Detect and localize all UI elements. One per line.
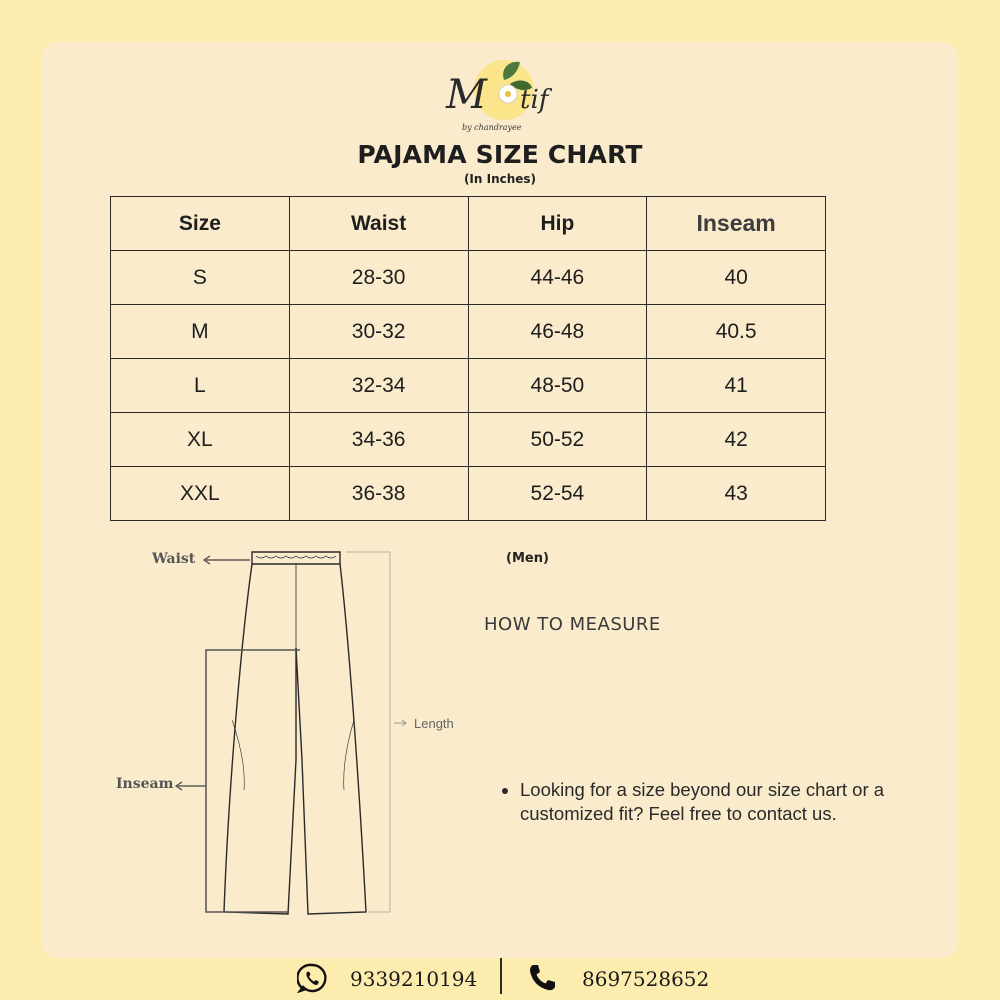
page-subtitle: (In Inches) xyxy=(463,172,537,186)
table-row xyxy=(111,305,826,359)
cell-size: S xyxy=(111,251,290,305)
cell-waist: 36-38 xyxy=(289,467,468,521)
whatsapp-icon xyxy=(297,963,327,993)
length-label: Length xyxy=(414,716,454,731)
cell-size: M xyxy=(111,305,290,359)
cell-hip: 44-46 xyxy=(468,251,647,305)
cell-waist: 32-34 xyxy=(289,359,468,413)
gender-label: (Men) xyxy=(506,551,549,566)
whatsapp-number[interactable]: 9339210194 xyxy=(350,967,478,991)
logo-tagline: by chandrayee xyxy=(462,123,522,132)
brand-logo xyxy=(440,50,560,140)
table-row xyxy=(111,251,826,305)
cell-inseam: 43 xyxy=(647,467,826,521)
length-arrow xyxy=(394,720,406,726)
cell-inseam: 40.5 xyxy=(647,305,826,359)
col-header-waist: Waist xyxy=(289,197,468,251)
waist-arrow xyxy=(204,556,250,564)
svg-text:tif: tif xyxy=(520,85,549,115)
cell-inseam: 42 xyxy=(647,413,826,467)
cell-waist: 34-36 xyxy=(289,413,468,467)
pajama-drawing xyxy=(224,552,366,914)
cell-hip: 48-50 xyxy=(468,359,647,413)
cell-size: XXL xyxy=(111,467,290,521)
table-row xyxy=(111,467,826,521)
cell-waist: 28-30 xyxy=(289,251,468,305)
custom-size-note xyxy=(500,778,900,826)
logo-wordmark: M xyxy=(446,72,487,118)
waist-label: Waist xyxy=(152,551,196,567)
length-guide xyxy=(346,552,390,912)
cell-waist: 30-32 xyxy=(289,305,468,359)
table-row xyxy=(111,413,826,467)
inseam-arrow xyxy=(176,782,206,790)
page-title: PAJAMA SIZE CHART xyxy=(357,140,643,169)
cell-hip: 50-52 xyxy=(468,413,647,467)
phone-icon xyxy=(527,963,557,993)
footer-divider xyxy=(500,958,502,994)
size-chart-table xyxy=(110,196,826,521)
how-to-measure-heading: HOW TO MEASURE xyxy=(484,614,661,635)
col-header-hip: Hip xyxy=(468,197,647,251)
cell-size: XL xyxy=(111,413,290,467)
table-row xyxy=(111,359,826,413)
note-item: • Looking for a size beyond our size chart or a customized fit? Feel free to contact us. xyxy=(520,778,900,826)
phone-number[interactable]: 8697528652 xyxy=(582,967,710,991)
inseam-label: Inseam xyxy=(116,776,174,792)
cell-hip: 52-54 xyxy=(468,467,647,521)
cell-hip: 46-48 xyxy=(468,305,647,359)
cell-size: L xyxy=(111,359,290,413)
col-header-size: Size xyxy=(111,197,290,251)
cell-inseam: 41 xyxy=(647,359,826,413)
inseam-guide xyxy=(206,650,300,912)
col-header-inseam: Inseam xyxy=(647,197,826,251)
cell-inseam: 40 xyxy=(647,251,826,305)
table-header-row xyxy=(111,197,826,251)
pajama-measure-diagram xyxy=(110,540,480,930)
